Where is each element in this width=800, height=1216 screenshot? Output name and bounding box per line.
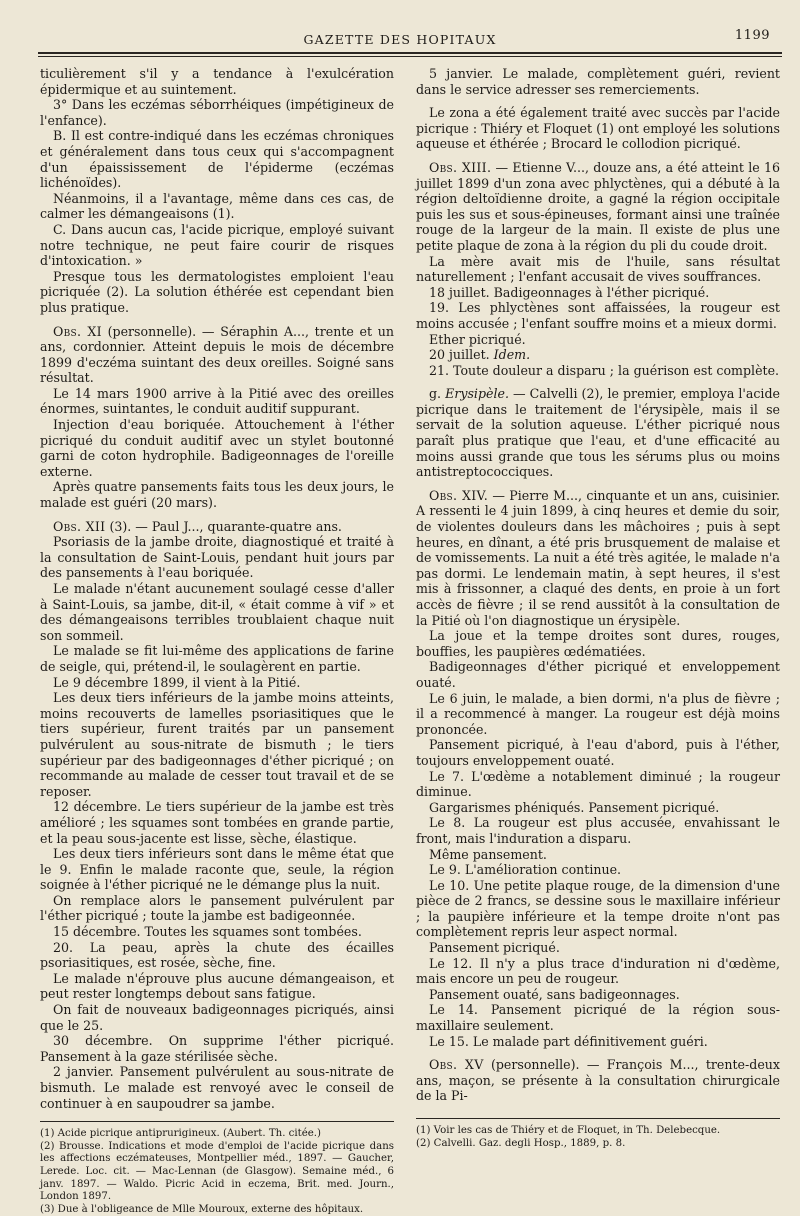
paragraph: Pansement picriqué, à l'eau d'abord, puis à l'éther, toujours enveloppement ouaté. xyxy=(416,737,780,768)
journal-title: GAZETTE DES HOPITAUX xyxy=(303,32,497,47)
footnote-rule xyxy=(416,1118,780,1119)
footnotes xyxy=(416,1125,780,1150)
observation-xiv xyxy=(416,488,780,628)
date-text: 20 juillet. xyxy=(429,347,494,363)
paragraph: 21. Toute douleur a disparu ; la guérison est complète. xyxy=(429,362,780,378)
observation-label: Obs. XI xyxy=(53,323,102,339)
footnote-rule xyxy=(40,1121,394,1122)
footnote: (2) Calvelli. Gaz. degli Hosp., 1889, p. 8. xyxy=(416,1137,626,1149)
paragraph: Le malade n'éprouve plus aucune démangeaison, et peut rester longtemps debout sans fatigue. xyxy=(40,970,394,1002)
paragraph: B. Il est contre-indiqué dans les eczémas chroniques et généralement dans tous ceux qui s'accompagnent d'un épaississement de l'épiderme (eczémas lichénoïdes). xyxy=(40,128,394,191)
left-column xyxy=(40,66,394,1216)
paragraph xyxy=(416,347,780,363)
paragraph: Pansement ouaté, sans badigeonnages. xyxy=(429,986,680,1002)
section-title: Erysipèle. xyxy=(445,386,509,402)
paragraph: On fait de nouveaux badigeonnages picriqués, ainsi que le 25. xyxy=(40,1002,394,1033)
paragraph: Même pansement. xyxy=(429,846,547,862)
paragraph: Presque tous les dermatologistes emploient l'eau picriquée (2). La solution éthérée est cependant bien plus pratique. xyxy=(40,268,394,315)
paragraph: Badigeonnages d'éther picriqué et enveloppement ouaté. xyxy=(416,659,780,690)
footnote: (1) Voir les cas de Thiéry et de Floquet, in Th. Delebecque. xyxy=(416,1125,721,1136)
paragraph: 30 décembre. On supprime l'éther picriqué. Pansement à la gaze stérilisée sèche. xyxy=(40,1033,394,1064)
paragraph: Le 14. Pansement picriqué de la région sous-maxillaire seulement. xyxy=(416,1002,780,1034)
paragraph: Le 9. L'amélioration continue. xyxy=(429,862,622,878)
paragraph: Le 10. Une petite plaque rouge, de la dimension d'une pièce de 2 francs, se dessine sous le maxillaire inférieur ; la paupière inférieure et la tempe droite n'ont pas complètement repris leur aspect normal. xyxy=(416,877,780,940)
paragraph: Gargarismes phéniqués. Pansement picriqué. xyxy=(429,799,720,815)
paragraph: 15 décembre. Toutes les squames sont tombées. xyxy=(53,924,362,940)
paragraph: Pansement picriqué. xyxy=(429,940,560,956)
section-text: — Calvelli (2), le premier, employa l'acide picrique dans le traitement de l'érysipèle, mais il se servait de la solution aqueuse. L'éther picriqué nous paraît plus pratique que l'eau, et d'une efficacité au moins aussi grande que tous les sérums plus ou moins antistreptococciques. xyxy=(416,386,780,480)
right-column xyxy=(416,66,780,1150)
paragraph: Le 15. Le malade part définitivement guéri. xyxy=(429,1033,708,1049)
paragraph: Injection d'eau boriquée. Attouchement à l'éther picriqué du conduit auditif avec un stylet boutonné garni de coton hydrophile. Badigeonnages de l'oreille externe. xyxy=(40,417,394,479)
observation-label: Obs. XIII. xyxy=(429,159,492,175)
paragraph: Psoriasis de la jambe droite, diagnostiqué et traité à la consultation de Saint-Louis, pendant huit jours par des pansements à l'eau boriquée. xyxy=(40,534,394,581)
paragraph: Le malade n'étant aucunement soulagé cesse d'aller à Saint-Louis, sa jambe, dit-il, « était comme à vif » et des démangeaisons terribles troublaient chaque nuit son sommeil. xyxy=(40,581,394,643)
page-number: 1199 xyxy=(734,28,770,43)
observation-text: (personnelle). — François M..., trente-deux ans, maçon, se présente à la consultation chirurgicale de la Pi- xyxy=(416,1057,780,1104)
paragraph: 19. Les phlyctènes sont affaissées, la rougeur est moins accusée ; l'enfant souffre moins et a mieux dormi. xyxy=(416,300,780,331)
paragraph: C. Dans aucun cas, l'acide picrique, employé suivant notre technique, ne peut faire courir de risques d'intoxication. » xyxy=(40,221,394,269)
paragraph: Le 14 mars 1900 arrive à la Pitié avec des oreilles énormes, suintantes, le conduit auditif suppurant. xyxy=(40,385,394,417)
paragraph: Après quatre pansements faits tous les deux jours, le malade est guéri (20 mars). xyxy=(40,479,394,511)
paragraph: La mère avait mis de l'huile, sans résultat naturellement ; l'enfant accusait de vives souffrances. xyxy=(416,253,780,285)
observation-xi xyxy=(40,324,394,386)
footnote: (1) Acide picrique antiprurigineux. (Aubert. Th. citée.) xyxy=(40,1128,322,1140)
observation-text: (3). — Paul J..., quarante-quatre ans. xyxy=(105,518,342,534)
section-letter: g. xyxy=(429,386,446,402)
observation-label: Obs. XII xyxy=(53,518,106,534)
paragraph: ticulièrement s'il y a tendance à l'exulcération épidermique et au suintement. xyxy=(40,66,394,97)
paragraph: 18 juillet. Badigeonnages à l'éther picriqué. xyxy=(429,284,710,300)
running-header xyxy=(0,28,800,48)
paragraph: Le 9 décembre 1899, il vient à la Pitié. xyxy=(53,674,301,690)
paragraph: Le 12. Il n'y a plus trace d'induration ni d'œdème, mais encore un peu de rougeur. xyxy=(416,955,780,987)
header-rule-thin xyxy=(38,56,782,57)
observation-text: (personnelle). — Séraphin A..., trente et un ans, cordonnier. Atteint depuis le mois de décembre 1899 d'eczéma suintant des deux oreilles. Soigné sans résultat. xyxy=(40,323,394,386)
idem-text: Idem. xyxy=(493,347,531,363)
paragraph: Le 7. L'œdème a notablement diminué ; la rougeur diminue. xyxy=(416,768,780,800)
footnote: (3) Due à l'obligeance de Mlle Mouroux, externe des hôpitaux. xyxy=(40,1203,364,1215)
paragraph: Le 6 juin, le malade, a bien dormi, n'a plus de fièvre ; il a recommencé à manger. La rougeur est déjà moins prononcée. xyxy=(416,690,780,737)
paragraph: Les deux tiers inférieurs de la jambe moins atteints, moins recouverts de lamelles psoriasitiques que le tiers supérieur, furent traités par un pansement pulvérulent au sous-nitrate de bismuth ; le tiers supérieur par des badigeonnages d'éther picriqué ; on recommande au malade de cesser tout travail et de se reposer. xyxy=(40,690,394,799)
paragraph: 20. La peau, après la chute des écailles psoriasitiques, est rosée, sèche, fine. xyxy=(40,939,394,971)
paragraph: 12 décembre. Le tiers supérieur de la jambe est très amélioré ; les squames sont tombées en grande partie, et la peau sous-jacente est lisse, sèche, élastique. xyxy=(40,799,394,846)
paragraph: Les deux tiers inférieurs sont dans le même état que le 9. Enfin le malade raconte que, seule, la région soignée à l'éther picriqué ne le démange plus la nuit. xyxy=(40,846,394,893)
paragraph: Néanmoins, il a l'avantage, même dans ces cas, de calmer les démangeaisons (1). xyxy=(40,190,394,222)
paragraph: Ether picriqué. xyxy=(429,331,526,347)
paragraph: 5 janvier. Le malade, complètement guéri, revient dans le service adresser ses remerciements. xyxy=(416,66,780,97)
observation-text: — Pierre M..., cinquante et un ans, cuisinier. A ressenti le 4 juin 1899, à cinq heures et demie du soir, de violentes douleurs dans les mâchoires ; puis à sept heures, en dînant, a été pris brusquement de malaise et de vomissements. La nuit a été très agitée, le malade n'a pas dormi. Le lendemain matin, à sept heures, il s'est mis à frissonner, a claqué des dents, en proie à un fort accès de fièvre ; il se rend aussitôt à la consultation de la Pitié où l'on diagnostique un érysipèle. xyxy=(416,487,780,628)
observation-xii xyxy=(40,519,394,535)
paragraph: La joue et la tempe droites sont dures, rouges, bouffies, les paupières œdématiées. xyxy=(416,628,780,659)
footnotes xyxy=(40,1128,394,1216)
paragraph: Le malade se fit lui-même des applications de farine de seigle, qui, prétend-il, le soulagèrent en partie. xyxy=(40,643,394,674)
paragraph: Le 8. La rougeur est plus accusée, envahissant le front, mais l'induration a disparu. xyxy=(416,815,780,846)
observation-label: Obs. XIV. xyxy=(429,487,488,503)
paragraph: On remplace alors le pansement pulvérulent par l'éther picriqué ; toute la jambe est badigeonnée. xyxy=(40,892,394,924)
observation-xv xyxy=(416,1057,780,1104)
observation-xiii xyxy=(416,160,780,254)
section-erysipele xyxy=(416,386,780,480)
observation-text: — Etienne V..., douze ans, a été atteint le 16 juillet 1899 d'un zona avec phlyctènes, qui a débuté à la région deltoïdienne droite, a gagné la région occipitale puis les sus et sous-épineuses, formant ainsi une traînée rouge de la largeur de la main. Il existe de plus une petite plaque de zona à la région du pli du coude droit. xyxy=(416,159,780,253)
header-rule-thick xyxy=(38,52,782,54)
paragraph: 2 janvier. Pansement pulvérulent au sous-nitrate de bismuth. Le malade est renvoyé avec le conseil de continuer à en saupoudrer sa jambe. xyxy=(40,1064,394,1111)
paragraph: 3° Dans les eczémas séborrhéiques (impétigineux de l'enfance). xyxy=(40,97,394,128)
paragraph: Le zona a été également traité avec succès par l'acide picrique : Thiéry et Floquet (1) ont employé les solutions aqueuse et éthérée ; Brocard le collodion picriqué. xyxy=(416,105,780,152)
footnote: (2) Brousse. Indications et mode d'emploi de l'acide picrique dans les affections eczémateuses, Montpellier méd., 1897. — Gaucher, Lerede. Loc. cit. — Mac-Lennan (de Glasgow). Semaine méd., 6 janv. 1897. — Waldo. Picric Acid in eczema, Brit. med. Journ., London 1897. xyxy=(40,1140,394,1203)
observation-label: Obs. XV xyxy=(429,1057,484,1073)
